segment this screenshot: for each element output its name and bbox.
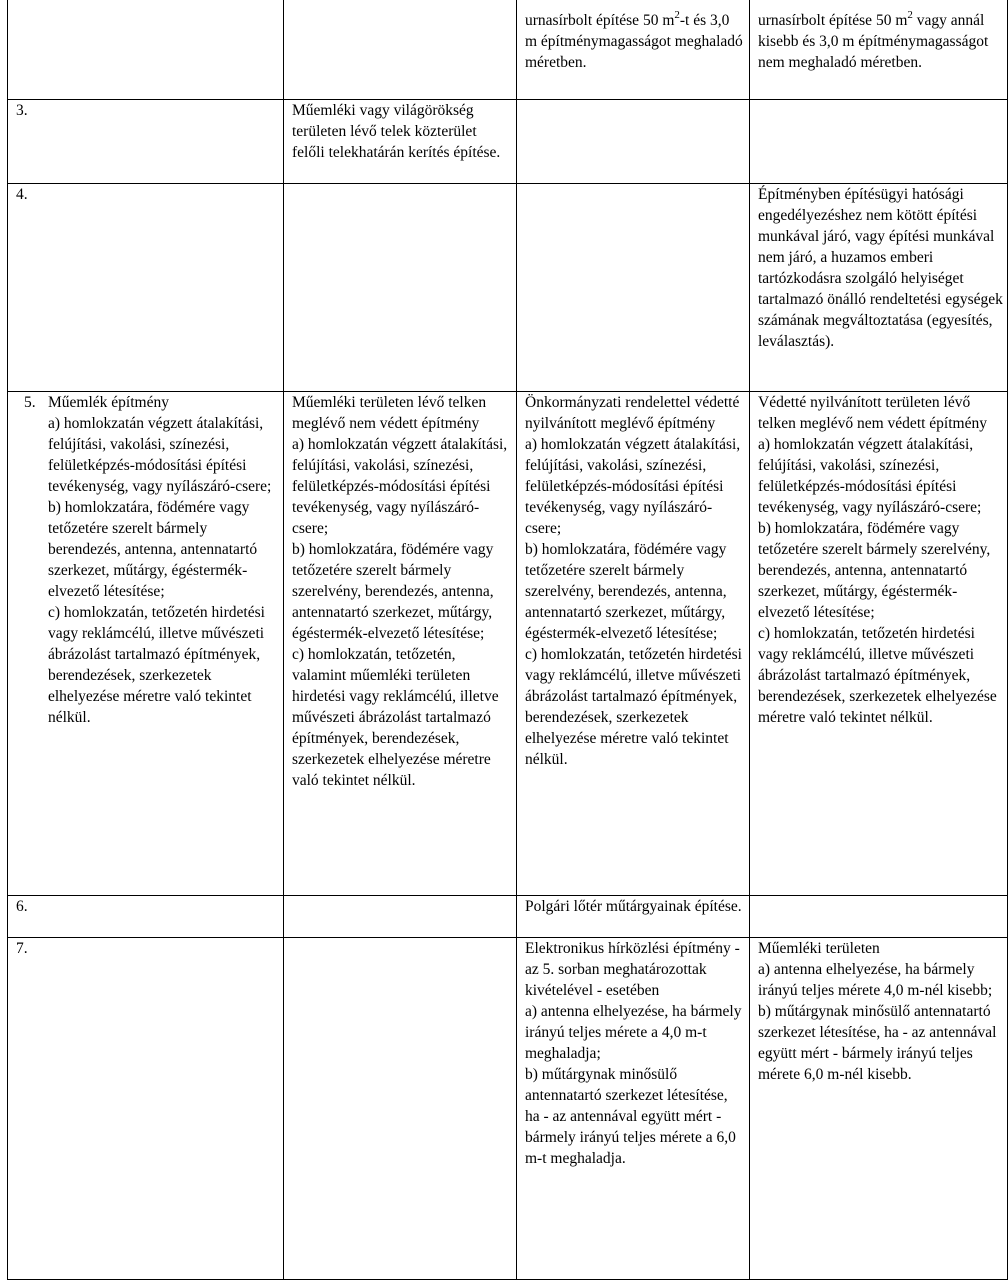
- row-cell-col2: [284, 184, 517, 392]
- square-meter-superscript: 2: [674, 9, 680, 21]
- row-cell-col4: [750, 896, 1008, 938]
- row-cell-col4: Építményben építésügyi hatósági engedélyezéshez nem kötött építési munkával járó, vagy építési munkával nem járó, a huzamos emberi tartózkodásra szolgáló helyiséget tartalmazó önálló rendeltetési egységek számának megváltoztatása (egyesítés, leválasztás).: [750, 184, 1008, 392]
- row-cell-col2: [284, 0, 517, 100]
- row-cell-col3: Elektronikus hírközlési építmény - az 5. sorban meghatározottak kivételével - esetében a) antenna elhelyezése, ha bármely irányú teljes mérete a 4,0 m-t meghaladja; b) műtárgynak minősülő antennatartó szerkezet létesítése, ha - az antennával együtt mért - bármely irányú teljes mérete a 6,0 m-t meghaladja.: [517, 938, 750, 1280]
- urn-tomb-text-above: urnasírbolt építése 50 m: [525, 12, 675, 29]
- table-row-6: [8, 896, 1008, 938]
- row-cell-col2: [284, 896, 517, 938]
- row-cell-col4: [750, 0, 1008, 100]
- table-row-3: [8, 100, 1008, 184]
- row-number: 4.: [16, 186, 28, 203]
- row-cell-col2: Műemléki területen lévő telken meglévő nem védett építmény a) homlokzatán végzett átalakítási, felújítási, vakolási, színezési, felületképzés-módosítási építési tevékenység, vagy nyílászáró-csere; b) homlokzatára, födémére vagy tetőzetére szerelt bármely szerelvény, berendezés, antenna, antennatartó szerkezet, műtárgy, égéstermék-elvezető létesítése; c) homlokzatán, tetőzetén, valamint műemléki területen hirdetési vagy reklámcélú, illetve művészeti ábrázolást tartalmazó építmények, berendezések, szerkezetek elhelyezése méretre való tekintet nélkül.: [284, 392, 517, 896]
- row-cell-col3: Önkormányzati rendelettel védetté nyilvánított meglévő építmény a) homlokzatán végzett átalakítási, felújítási, vakolási, színezési, felületképzés-módosítási építési tevékenység, vagy nyílászáró-csere; b) homlokzatára, födémére vagy tetőzetére szerelt bármely szerelvény, berendezés, antenna, antennatartó szerkezet, műtárgy, égéstermék-elvezető létesítése; c) homlokzatán, tetőzetén hirdetési vagy reklámcélú, illetve művészeti ábrázolást tartalmazó építmények, berendezések, szerkezetek elhelyezése méretre való tekintet nélkül.: [517, 392, 750, 896]
- row-number-cell: [8, 100, 284, 184]
- row-cell-col2: [284, 938, 517, 1280]
- row-number: 7.: [16, 940, 28, 957]
- row-cell-col3: [517, 0, 750, 100]
- row-cell-col4: [750, 100, 1008, 184]
- row-cell-col2: Műemléki vagy világörökség területen lévő telek közterület felőli telekhatárán kerítés építése.: [284, 100, 517, 184]
- row-number: 3.: [16, 102, 28, 119]
- square-meter-superscript: 2: [907, 9, 913, 21]
- table-row-7: [8, 938, 1008, 1280]
- table-row-4: [8, 184, 1008, 392]
- urn-tomb-text-above-rest: -t és 3,0 m építménymagasságot meghaladó méretben.: [525, 12, 743, 71]
- regulation-table: [7, 0, 1008, 1280]
- row-cell-col1: [8, 0, 284, 100]
- row-cell-col3: Polgári lőtér műtárgyainak építése.: [517, 896, 750, 938]
- row-number: 6.: [16, 898, 28, 915]
- table-row-urn-tomb: [8, 0, 1008, 100]
- row-cell-col4: Műemléki területen a) antenna elhelyezése, ha bármely irányú teljes mérete 4,0 m-nél kisebb; b) műtárgynak minősülő antennatartó szerkezet létesítése, ha - az antennával együtt mért - bármely irányú teljes mérete 6,0 m-nél kisebb.: [750, 938, 1008, 1280]
- row-number-cell: [8, 938, 284, 1280]
- row-cell-col1: [8, 392, 284, 896]
- row-cell-col3: [517, 100, 750, 184]
- table-row-5: [8, 392, 1008, 896]
- row-number-cell: [8, 896, 284, 938]
- row-number-cell: [8, 184, 284, 392]
- urn-tomb-text-below: urnasírbolt építése 50 m: [758, 12, 908, 29]
- row-number: 5.: [24, 394, 36, 411]
- row-cell-col4: Védetté nyilvánított területen lévő telken meglévő nem védett építmény a) homlokzatán végzett átalakítási, felújítási, vakolási, színezési, felületképzés-módosítási építési tevékenység, vagy nyílászáró-csere; b) homlokzatára, födémére vagy tetőzetére szerelt bármely szerelvény, berendezés, antenna, antennatartó szerkezet, műtárgy, égéstermék-elvezető létesítése; c) homlokzatán, tetőzetén hirdetési vagy reklámcélú, illetve művészeti ábrázolást tartalmazó építmények, berendezések, szerkezetek elhelyezése méretre való tekintet nélkül.: [750, 392, 1008, 896]
- monument-building-text: Műemlék építmény a) homlokzatán végzett átalakítási, felújítási, vakolási, színezési, felületképzés-módosítási építési tevékenység, vagy nyílászáró-csere; b) homlokzatára, födémére vagy tetőzetére szerelt bármely berendezés, antenna, antennatartó szerkezet, műtárgy, égéstermék-elvezető létesítése; c) homlokzatán, tetőzetén hirdetési vagy reklámcélú, illetve művészeti ábrázolást tartalmazó építmények, berendezések, szerkezetek elhelyezése méretre való tekintet nélkül.: [48, 394, 272, 726]
- row-cell-col3: [517, 184, 750, 392]
- urn-tomb-text-below-rest: vagy annál kisebb és 3,0 m építménymagasságot nem meghaladó méretben.: [758, 12, 989, 71]
